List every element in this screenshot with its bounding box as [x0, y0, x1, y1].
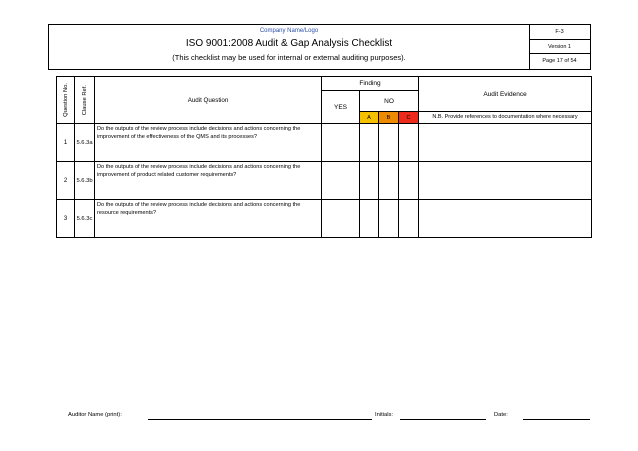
- grade-a-header: A: [360, 112, 379, 124]
- document-title: ISO 9001:2008 Audit & Gap Analysis Checklist: [185, 38, 393, 49]
- audit-question-text: Do the outputs of the review process include decisions and actions concerning the resource requirements?: [95, 200, 322, 238]
- clause-ref-header: [75, 77, 95, 124]
- clause-ref-label: Clause Ref.: [81, 84, 88, 116]
- grade-c-cell[interactable]: [399, 162, 419, 200]
- question-no-label: Question No.: [62, 83, 69, 117]
- document-subtitle: (This checklist may be used for internal or external auditing purposes).: [172, 53, 406, 62]
- question-no-header: [57, 77, 75, 124]
- clause-reference: 5.6.3a: [75, 124, 95, 162]
- grade-b-cell[interactable]: [379, 162, 399, 200]
- yes-cell[interactable]: [322, 124, 360, 162]
- company-name-logo: Company Name/Logo: [259, 28, 319, 34]
- grade-c-header: C: [399, 112, 419, 124]
- version-label: Version 1: [529, 40, 590, 55]
- clause-reference: 5.6.3c: [75, 200, 95, 238]
- grade-b-cell[interactable]: [379, 200, 399, 238]
- grade-c-cell[interactable]: [399, 200, 419, 238]
- evidence-cell[interactable]: [419, 124, 592, 162]
- initials-line[interactable]: [400, 419, 486, 420]
- evidence-cell[interactable]: [419, 200, 592, 238]
- yes-header: YES: [322, 91, 360, 124]
- evidence-note: N.B. Provide references to documentation where necessary: [419, 112, 592, 124]
- clause-reference: 5.6.3b: [75, 162, 95, 200]
- finding-header: Finding: [322, 77, 419, 91]
- header-meta: [529, 25, 590, 69]
- auditor-name-line[interactable]: [148, 419, 372, 420]
- audit-question-header: Audit Question: [95, 77, 322, 124]
- grade-a-cell[interactable]: [360, 200, 379, 238]
- initials-label: Initials:: [375, 412, 394, 418]
- grade-a-cell[interactable]: [360, 124, 379, 162]
- grade-b-cell[interactable]: [379, 124, 399, 162]
- table-row: [57, 162, 592, 200]
- header-row-1: [57, 77, 592, 91]
- audit-question-text: Do the outputs of the review process include decisions and actions concerning the improvement of the effectiveness of the QMS and its processes?: [95, 124, 322, 162]
- yes-cell[interactable]: [322, 200, 360, 238]
- question-number: 1: [57, 124, 75, 162]
- form-code: F-3: [529, 25, 590, 40]
- grade-b-header: B: [379, 112, 399, 124]
- date-label: Date:: [494, 412, 508, 418]
- checklist-table: [56, 76, 592, 238]
- table-row: [57, 124, 592, 162]
- question-number: 3: [57, 200, 75, 238]
- evidence-cell[interactable]: [419, 162, 592, 200]
- yes-cell[interactable]: [322, 162, 360, 200]
- grade-c-cell[interactable]: [399, 124, 419, 162]
- header-title-area: [49, 25, 530, 69]
- audit-question-text: Do the outputs of the review process include decisions and actions concerning the improvement of product related customer requirements?: [95, 162, 322, 200]
- auditor-name-label: Auditor Name (print):: [68, 412, 122, 418]
- audit-evidence-header: Audit Evidence: [419, 77, 592, 112]
- document-header: [48, 24, 591, 70]
- no-header: NO: [360, 91, 419, 112]
- table-row: [57, 200, 592, 238]
- question-number: 2: [57, 162, 75, 200]
- page-number: Page 17 of 54: [542, 58, 577, 65]
- date-line[interactable]: [523, 419, 590, 420]
- grade-a-cell[interactable]: [360, 162, 379, 200]
